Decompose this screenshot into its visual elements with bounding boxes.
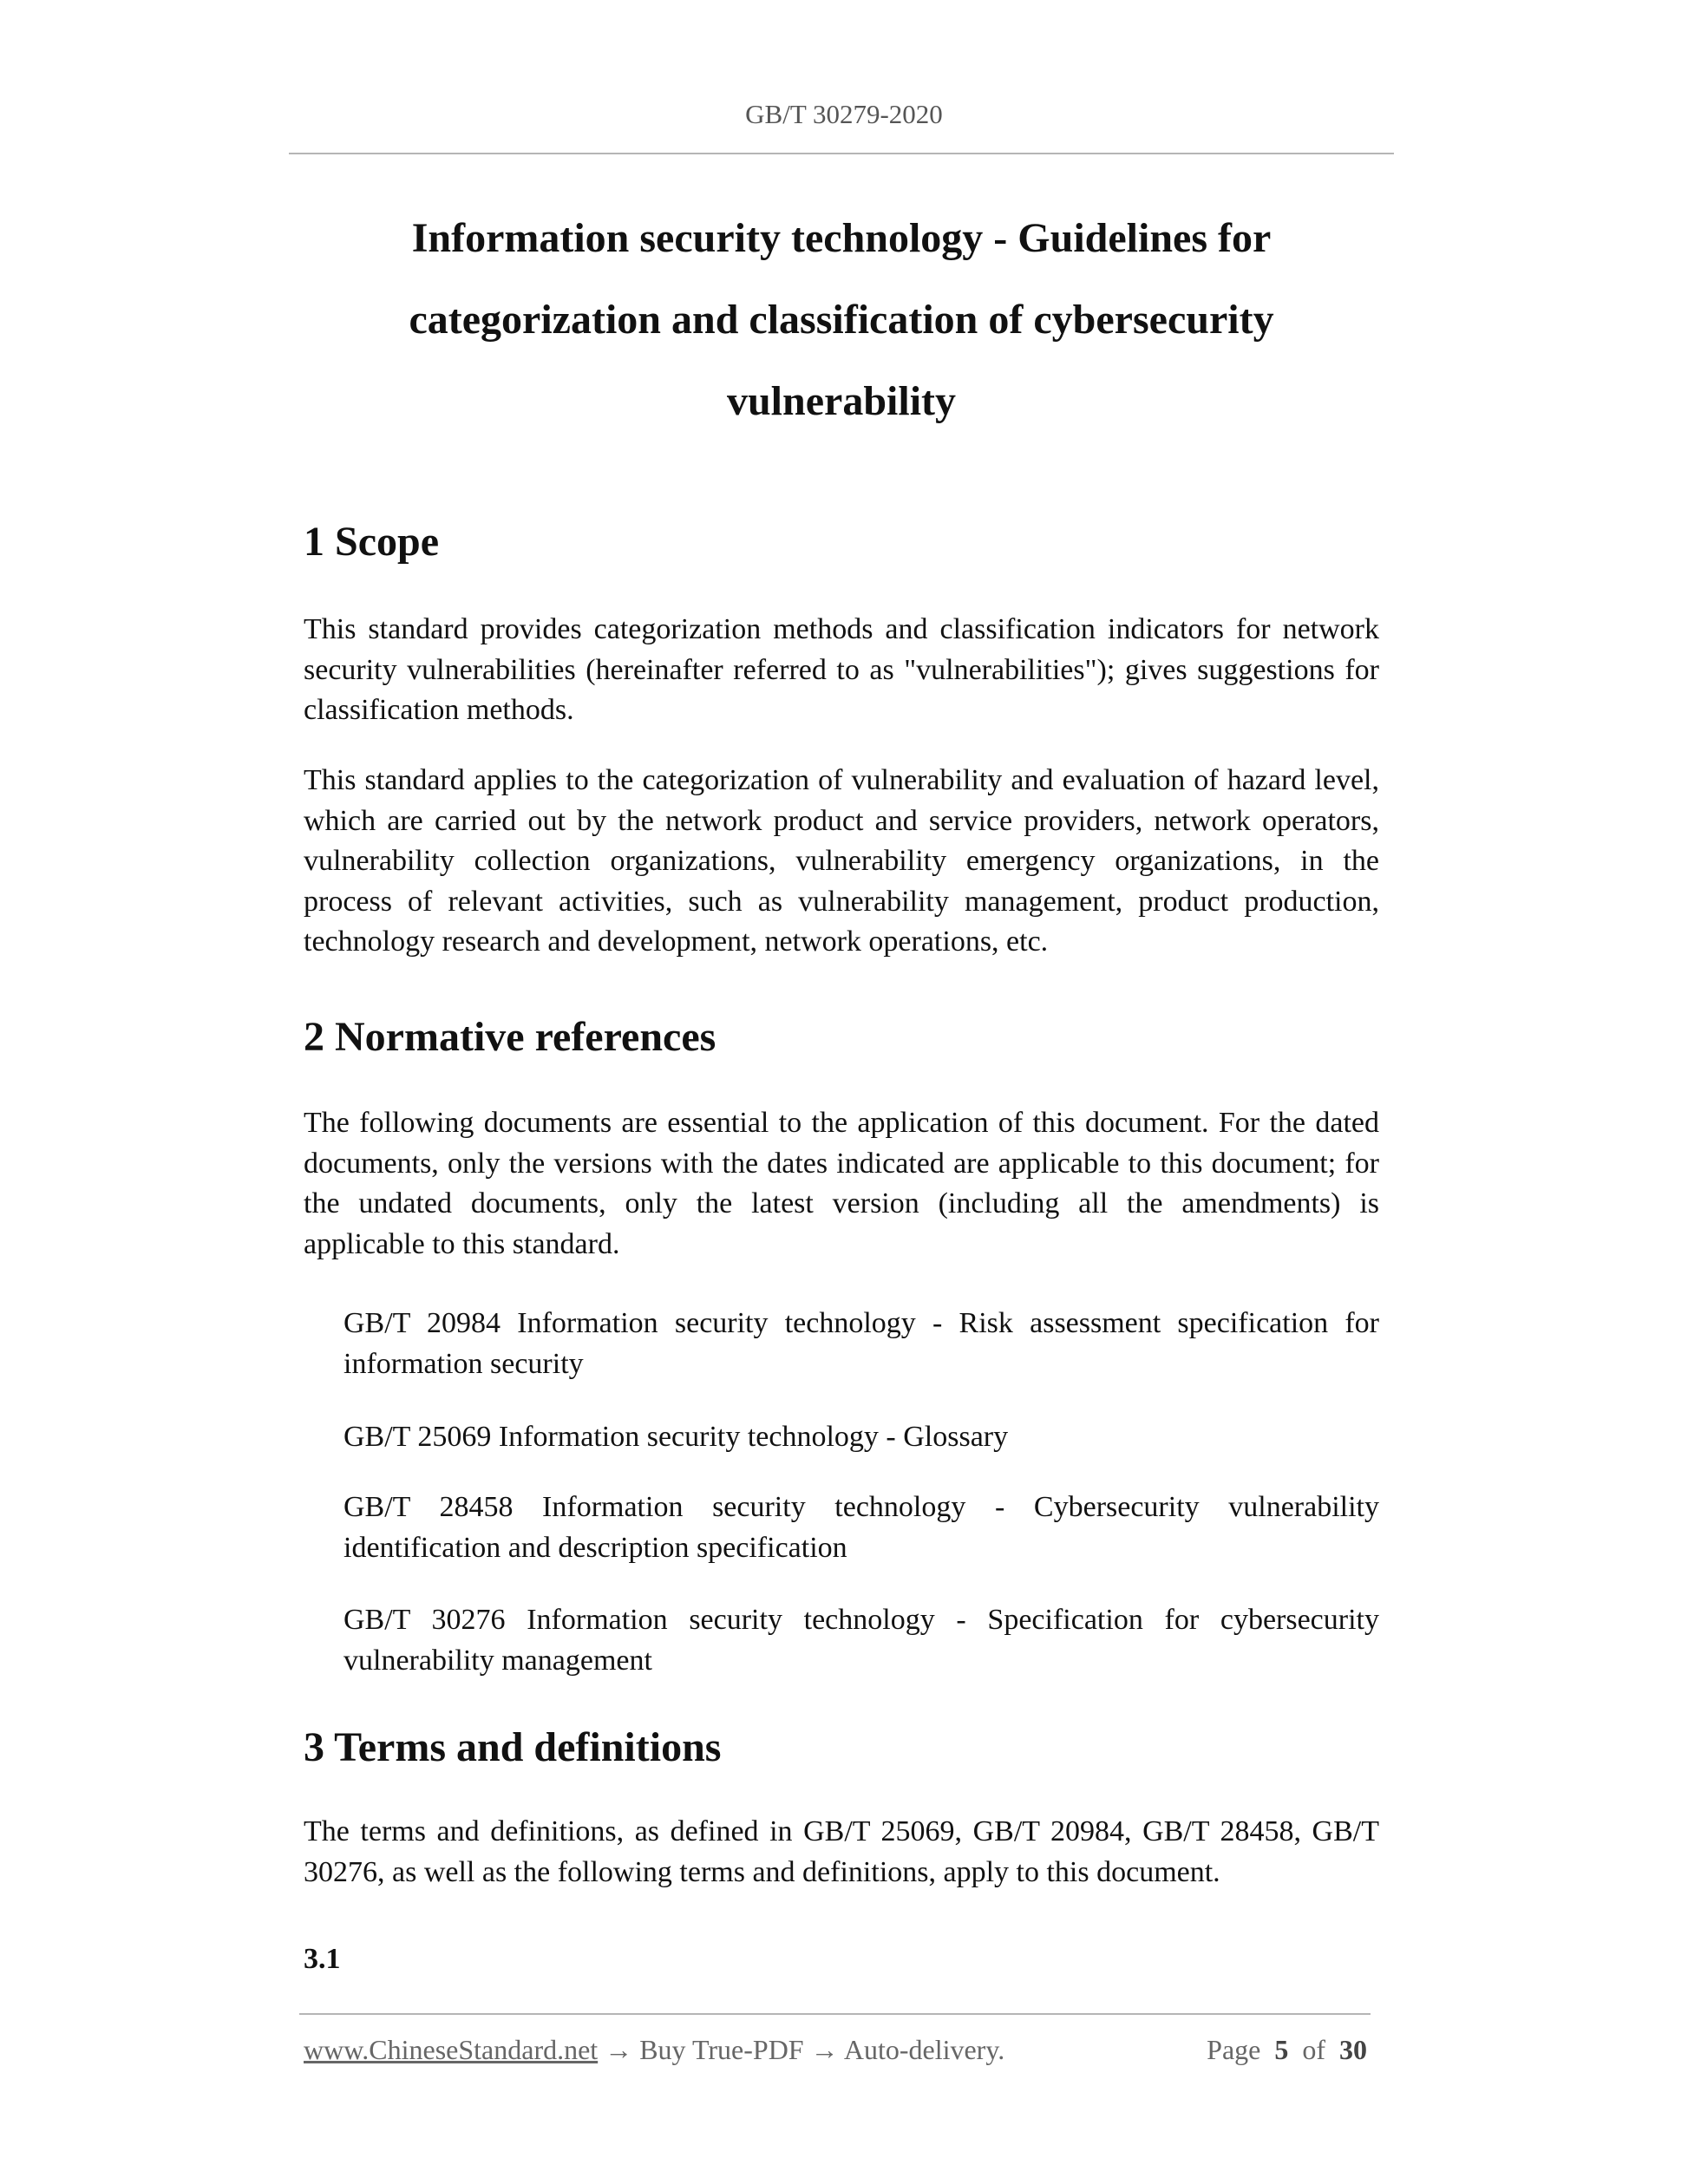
footer-promo xyxy=(304,2032,1004,2067)
document-code-header: GB/T 30279-2020 xyxy=(745,99,943,129)
subsection-number: 3.1 xyxy=(304,1943,341,1975)
title-line: vulnerability xyxy=(726,378,957,424)
buy-pdf-text: Buy True-PDF xyxy=(639,2034,804,2065)
page-label: Page xyxy=(1207,2034,1261,2065)
scope-paragraph-2: This standard applies to the categorization of vulnerability and evaluation of hazard level, which are carried out by the network product and service providers, network operators, vulnerability collection organizations, vulnerability emergency organizations, in the process of relevant activities, such as vulnerability management, product production, technology research and development, network operations, etc. xyxy=(304,764,1379,958)
current-page-number: 5 xyxy=(1274,2034,1289,2065)
arrow-right-icon: → xyxy=(810,2034,839,2065)
section-heading-normative-references: 2 Normative references xyxy=(304,1014,716,1060)
reference-item: GB/T 20984 Information security technology - Risk assessment specification for information security xyxy=(343,1307,1379,1380)
page-counter xyxy=(1207,2032,1367,2067)
terms-intro-paragraph: The terms and definitions, as defined in GB/T 25069, GB/T 20984, GB/T 28458, GB/T 30276, as well as the following terms and definitions, apply to this document. xyxy=(304,1815,1379,1888)
scope-paragraph-1: This standard provides categorization methods and classification indicators for network security vulnerabilities (hereinafter referred to as "vulnerabilities"); gives suggestions for classification methods. xyxy=(304,613,1379,726)
site-link[interactable]: www.ChineseStandard.net xyxy=(304,2034,599,2065)
of-label: of xyxy=(1302,2034,1325,2065)
auto-delivery-text: Auto-delivery. xyxy=(843,2034,1005,2065)
title-line: categorization and classification of cybersecurity xyxy=(409,297,1274,343)
section-heading-terms-definitions: 3 Terms and definitions xyxy=(304,1724,722,1770)
section-heading-scope: 1 Scope xyxy=(304,519,439,565)
total-pages-number: 30 xyxy=(1339,2034,1367,2065)
reference-item: GB/T 28458 Information security technology - Cybersecurity vulnerability identification and description specification xyxy=(343,1491,1379,1564)
reference-item: GB/T 30276 Information security technology - Specification for cybersecurity vulnerability management xyxy=(343,1604,1379,1677)
title-line: Information security technology - Guidelines for xyxy=(411,215,1272,261)
document-title xyxy=(289,198,1394,442)
reference-item: GB/T 25069 Information security technology - Glossary xyxy=(343,1421,1009,1453)
arrow-right-icon: → xyxy=(605,2034,633,2065)
normative-intro-paragraph: The following documents are essential to the application of this document. For the dated documents, only the versions with the dates indicated are applicable to this document; for the undated documents, only the latest version (including all the amendments) is applicable to this standard. xyxy=(304,1107,1379,1260)
header-divider xyxy=(289,153,1394,154)
footer-divider xyxy=(299,2013,1371,2015)
